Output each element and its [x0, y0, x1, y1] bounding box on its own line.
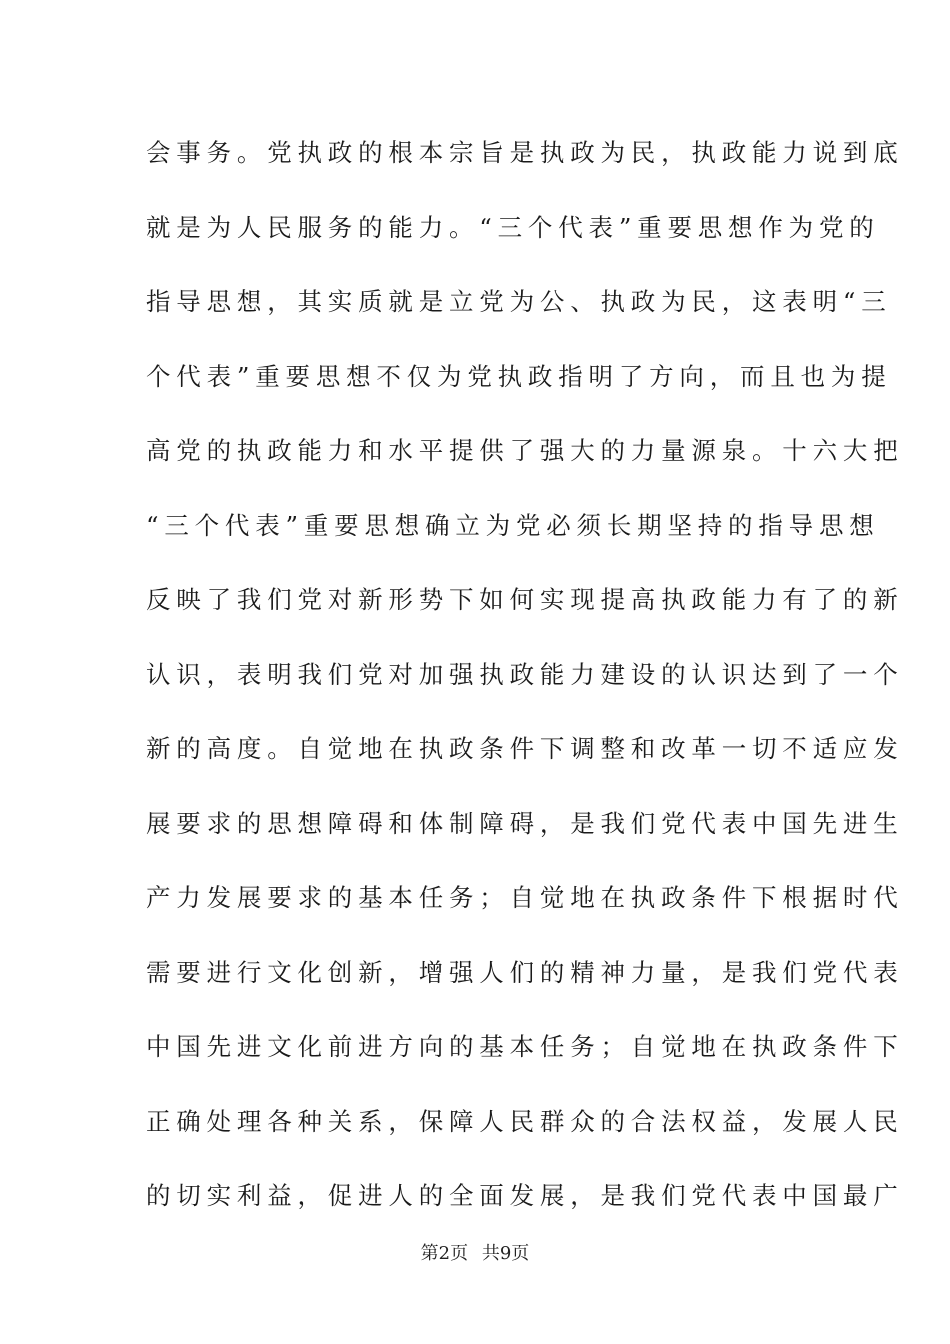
text-line: 高党的执政能力和水平提供了强大的力量源泉。十六大把 [146, 436, 904, 465]
page-footer [0, 1242, 950, 1266]
text-line: 新的高度。自觉地在执政条件下调整和改革一切不适应发 [146, 734, 904, 763]
page-number: 第2页 [420, 1243, 469, 1264]
text-line: 展要求的思想障碍和体制障碍，是我们党代表中国先进生 [146, 808, 904, 838]
text-line: “三个代表”重要思想确立为党必须长期坚持的指导思想 [146, 510, 880, 540]
text-line: 产力发展要求的基本任务；自觉地在执政条件下根据时代 [146, 883, 904, 912]
page-total: 共9页 [481, 1243, 530, 1264]
text-line: 正确处理各种关系，保障人民群众的合法权益，发展人民 [146, 1106, 904, 1136]
text-line: 就是为人民服务的能力。“三个代表”重要思想作为党的 [146, 212, 880, 242]
text-line: 需要进行文化创新，增强人们的精神力量，是我们党代表 [146, 957, 904, 987]
text-line: 中国先进文化前进方向的基本任务；自觉地在执政条件下 [146, 1032, 904, 1061]
text-line: 的切实利益，促进人的全面发展，是我们党代表中国最广 [146, 1181, 904, 1210]
text-line: 认识，表明我们党对加强执政能力建设的认识达到了一个 [146, 659, 904, 689]
text-line: 指导思想，其实质就是立党为公、执政为民，这表明“三 [146, 287, 892, 316]
text-line: 会事务。党执政的根本宗旨是执政为民，执政能力说到底 [146, 138, 904, 167]
text-line: 反映了我们党对新形势下如何实现提高执政能力有了的新 [146, 585, 904, 614]
text-line: 个代表”重要思想不仅为党执政指明了方向，而且也为提 [146, 361, 892, 391]
body-text [146, 128, 904, 1246]
